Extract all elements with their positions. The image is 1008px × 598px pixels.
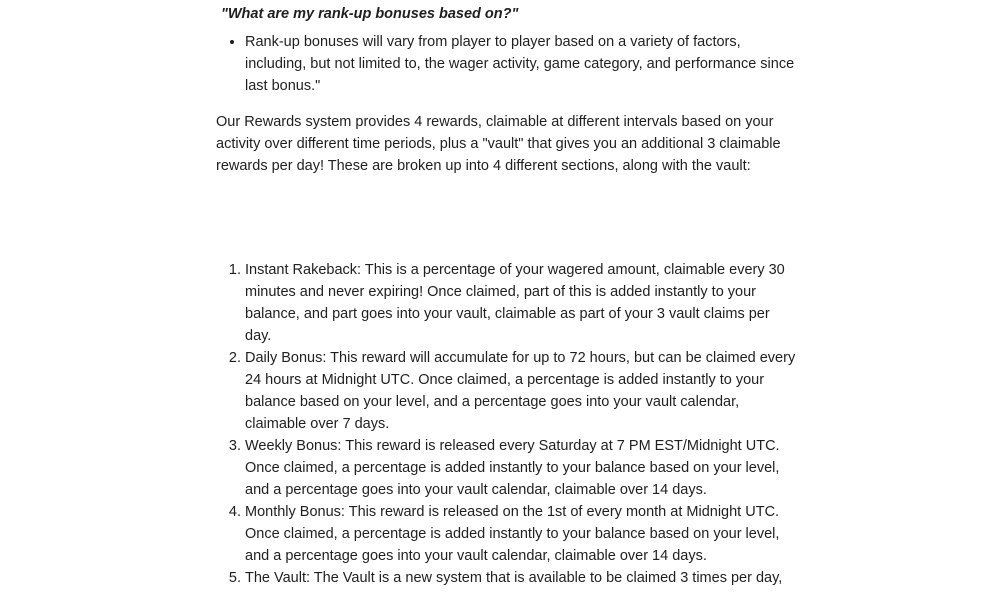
faq-answer-list <box>216 31 796 97</box>
reward-item-monthly-bonus: 4. Monthly Bonus: This reward is released on the 1st of every month at Midnight UTC. Once claimed, a percentage is added instantly to your balance based on your level, and a percentage goes into your vault calendar, claimable over 14 days. <box>245 501 796 567</box>
reward-item-weekly-bonus: 3. Weekly Bonus: This reward is released every Saturday at 7 PM EST/Midnight UTC. Once claimed, a percentage is added instantly to your balance based on your level, and a percentage goes into your vault calendar, claimable over 14 days. <box>245 435 796 501</box>
reward-item-daily-bonus: 2. Daily Bonus: This reward will accumulate for up to 72 hours, but can be claimed every 24 hours at Midnight UTC. Once claimed, a percentage is added instantly to your balance based on your level, and a percentage goes into your vault calendar, claimable over 7 days. <box>245 347 796 435</box>
faq-answer-item: • Rank-up bonuses will vary from player to player based on a variety of factors, including, but not limited to, the wager activity, game category, and performance since last bonus." <box>245 31 796 97</box>
reward-item-instant-rakeback: 1. Instant Rakeback: This is a percentage of your wagered amount, claimable every 30 minutes and never expiring! Once claimed, part of this is added instantly to your balance, and part goes into your vault, claimable as part of your 3 vault claims per day. <box>245 259 796 347</box>
reward-item-vault: 5. The Vault: The Vault is a new system that is available to be claimed 3 times per day, <box>245 567 796 589</box>
intro-paragraph: Our Rewards system provides 4 rewards, claimable at different intervals based on your activity over different time periods, plus a "vault" that gives you an additional 3 claimable rewards per day! These are broken up into 4 different sections, along with the vault: <box>216 114 781 174</box>
faq-question: "What are my rank-up bonuses based on?" <box>221 6 519 22</box>
article-body <box>216 3 796 589</box>
rewards-list <box>216 259 796 589</box>
blank-space <box>216 177 796 259</box>
